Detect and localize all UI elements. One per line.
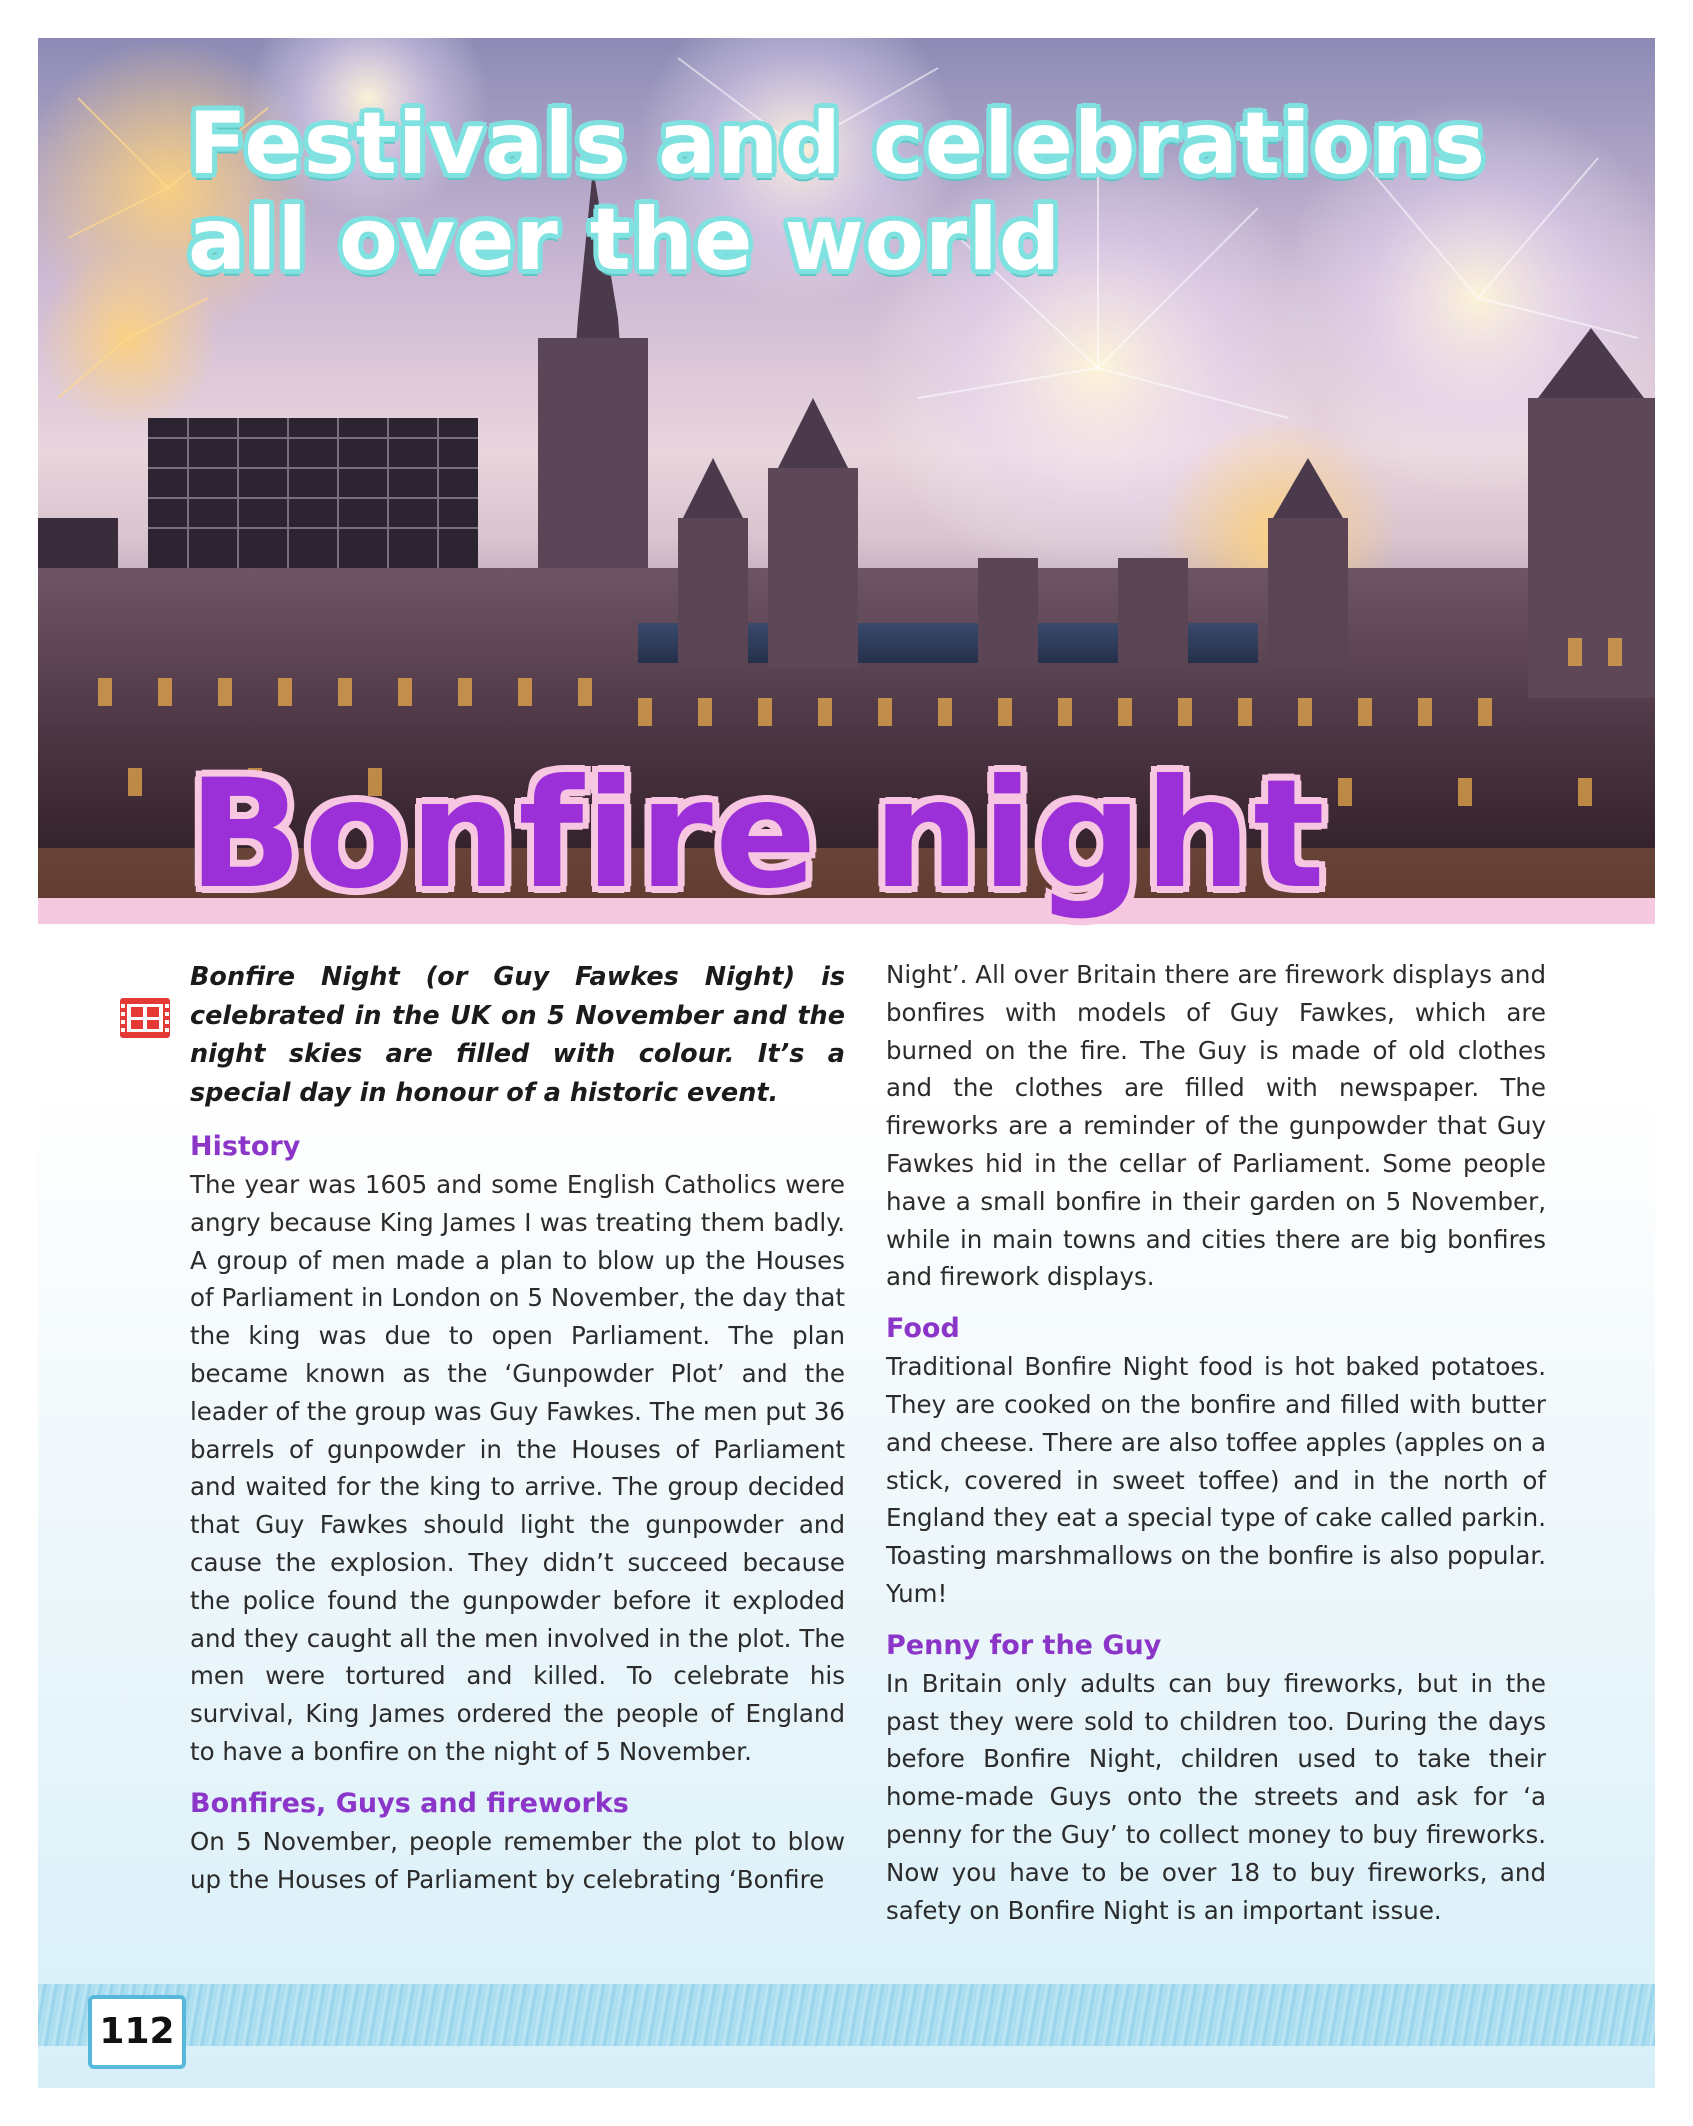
collection-title-line1: Festivals and celebrations [188, 94, 1487, 194]
food-paragraph: Traditional Bonfire Night food is hot baked potatoes. They are cooked on the bonfire and filled with butter and cheese. There are also toffee apples (apples on a stick, covered in sweet toffee) and in the north of England they eat a special type of cake called parkin. Toasting marshmallows on the bonfire is also popular. Yum! [886, 1352, 1546, 1608]
article-column-right [886, 956, 1546, 1929]
bonfires-heading: Bonfires, Guys and fireworks [190, 1787, 629, 1819]
article-intro: Bonfire Night (or Guy Fawkes Night) is celebrated in the UK on 5 November and the night skies are filled with colour. It’s a special day in honour of a historic event. [190, 962, 845, 1108]
bonfires-paragraph-continued: Night’. All over Britain there are firework displays and bonfires with models of Guy Fawkes, which are burned on the fire. The Guy is made of old clothes and the clothes are filled with newspaper. The fireworks are a reminder of the gunpowder that Guy Fawkes hid in the cellar of Parliament. Some people have a small bonfire in their garden on 5 November, while in main towns and cities there are big bonfires and firework displays. [886, 960, 1546, 1292]
article-column-left [190, 958, 845, 1898]
collection-title-line2: all over the world [188, 190, 1062, 290]
collection-title [188, 96, 1588, 288]
page [38, 38, 1655, 2088]
bonfires-paragraph-start: On 5 November, people remember the plot to blow up the Houses of Parliament by celebrating ‘Bonfire [190, 1826, 845, 1894]
page-title: Bonfire night [188, 748, 1327, 922]
history-paragraph: The year was 1605 and some English Catholics were angry because King James I was treating them badly. A group of men made a plan to blow up the Houses of Parliament in London on 5 November, the day that the king was due to open Parliament. The plan became known as the ‘Gunpowder Plot’ and the leader of the group was Guy Fawkes. The men put 36 barrels of gunpowder in the Houses of Parliament and waited for the king to arrive. The group decided that Guy Fawkes should light the gunpowder and cause the explosion. They didn’t succeed because the police found the gunpowder before it exploded and they caught all the men involved in the plot. The men were tortured and killed. To celebrate his survival, King James ordered the people of England to have a bonfire on the night of 5 November. [190, 1170, 846, 1766]
history-heading: History [190, 1131, 301, 1162]
penny-heading: Penny for the Guy [886, 1629, 1162, 1661]
food-heading: Food [886, 1313, 960, 1345]
film-strip-icon[interactable] [118, 996, 172, 1040]
footer-band [38, 1984, 1655, 2046]
page-number: 112 [88, 1995, 186, 2069]
penny-paragraph: In Britain only adults can buy fireworks, but in the past they were sold to children too. During the days before Bonfire Night, children used to take their home-made Guys onto the streets and ask for ‘a penny for the Guy’ to collect money to buy fireworks. Now you have to be over 18 to buy fireworks, and safety on Bonfire Night is an important issue. [886, 1668, 1546, 1925]
